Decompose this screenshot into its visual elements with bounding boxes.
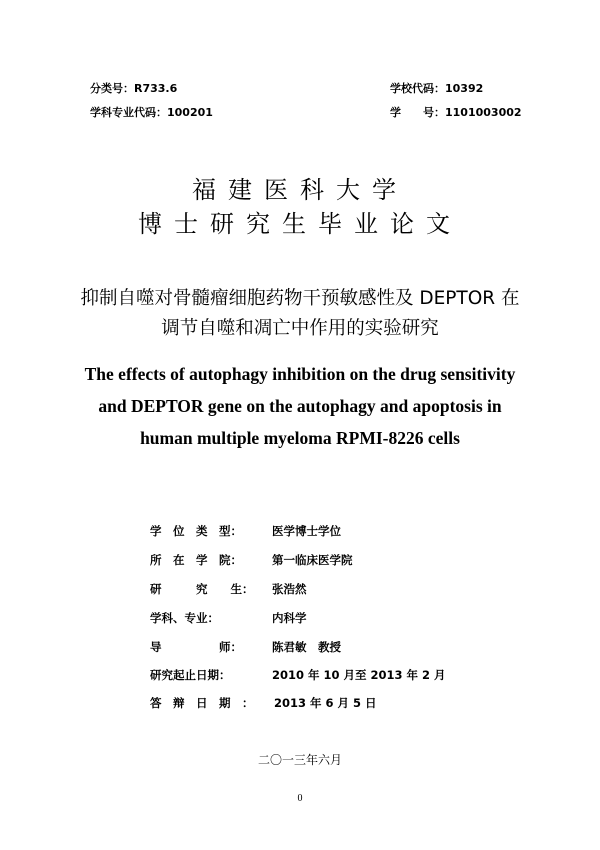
major-code: 学科专业代码：100201 xyxy=(90,106,213,119)
page-number: 0 xyxy=(297,793,303,804)
student-id: 学 号：1101003002 xyxy=(390,106,522,119)
research-period-label: 研究起止日期： xyxy=(150,668,231,682)
degree-type-value: 医学博士学位 xyxy=(272,524,341,538)
thesis-type: 博士研究生毕业论文 xyxy=(138,210,462,238)
title-en-line2: and DEPTOR gene on the autophagy and apoptosis in xyxy=(98,396,502,416)
research-period-value: 2010 年 10 月至 2013 年 2 月 xyxy=(272,668,446,682)
college-label: 所 在 学 院： xyxy=(150,553,242,567)
completion-date: 二〇一三年六月 xyxy=(257,753,342,767)
degree-type-label: 学 位 类 型： xyxy=(150,524,242,538)
student-label: 研 究 生： xyxy=(150,582,254,596)
discipline-label: 学科、专业： xyxy=(150,611,219,625)
title-en-line3: human multiple myeloma RPMI-8226 cells xyxy=(140,428,460,448)
supervisor-value: 陈君敏 教授 xyxy=(272,640,341,654)
title-cn-line2: 调节自噬和凋亡中作用的实验研究 xyxy=(161,318,439,339)
school-code: 学校代码：10392 xyxy=(390,82,484,95)
title-en-line1: The effects of autophagy inhibition on the drug sensitivity xyxy=(84,364,516,384)
defense-date-label: 答 辩 日 期 ： xyxy=(150,696,254,710)
defense-date-value: 2013 年 6 月 5 日 xyxy=(274,696,377,710)
title-cn-line1: 抑制自噬对骨髓瘤细胞药物干预敏感性及 DEPTOR 在 xyxy=(80,288,520,309)
discipline-value: 内科学 xyxy=(272,611,307,625)
college-value: 第一临床医学院 xyxy=(272,553,353,567)
supervisor-label: 导 师： xyxy=(150,640,242,654)
student-value: 张浩然 xyxy=(272,582,307,596)
university-name: 福建医科大学 xyxy=(192,176,408,204)
classification-number: 分类号：R733.6 xyxy=(90,82,178,95)
